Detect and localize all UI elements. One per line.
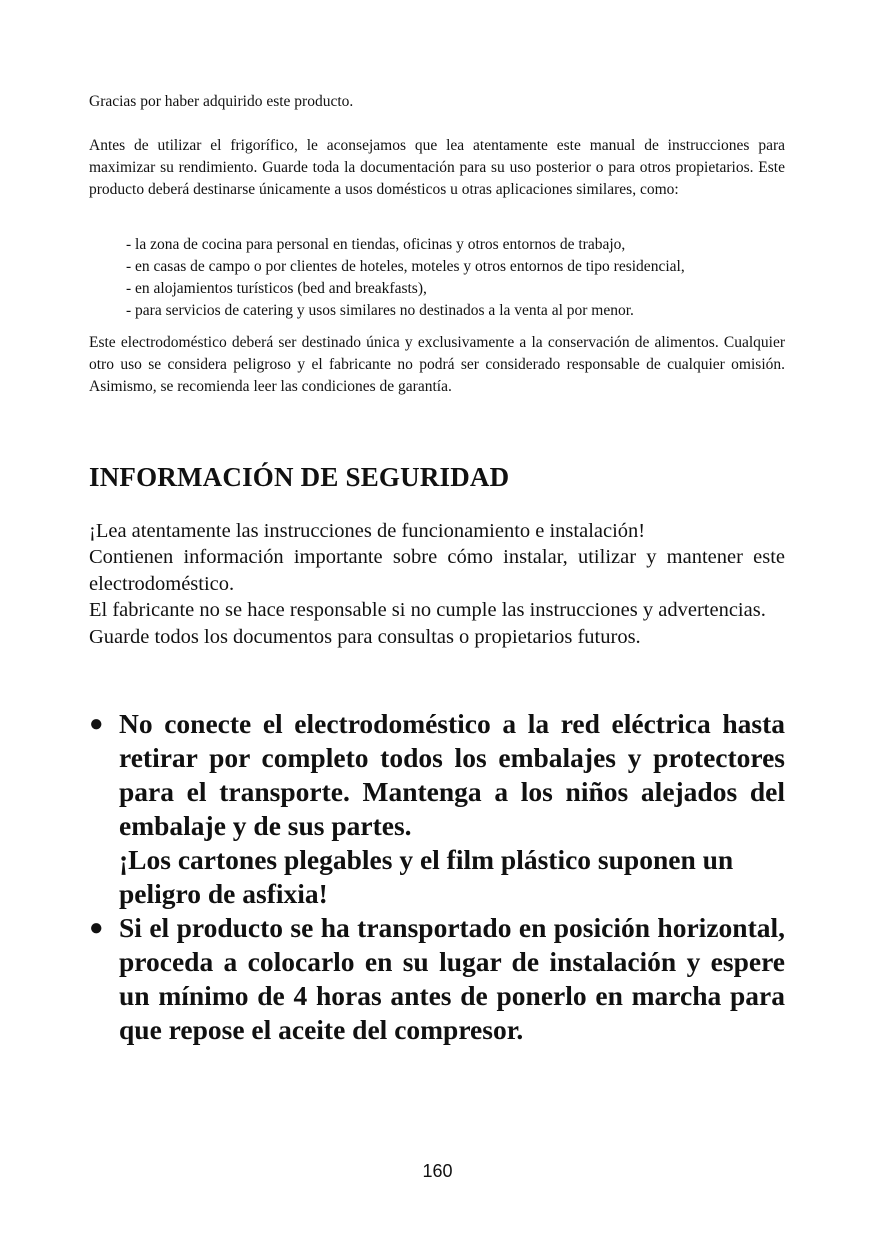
list-item: - en alojamientos turísticos (bed and breakfasts), bbox=[126, 280, 427, 297]
bullet-icon: ● bbox=[89, 711, 104, 737]
intro-thanks-text: Gracias por haber adquirido este producto. bbox=[89, 93, 354, 110]
safety-bullet-text: Si el producto se ha transportado en posición horizontal, proceda a colocarlo en su lugar de instalación y espere un mínimo de 4 horas antes de ponerlo en marcha para que repose el aceite del compresor. bbox=[119, 912, 785, 1045]
safety-bullet-item bbox=[89, 911, 785, 1047]
safety-bullet-item bbox=[89, 707, 785, 911]
safety-intro-line: ¡Lea atentamente las instrucciones de funcionamiento e instalación! bbox=[89, 520, 646, 542]
page-number: 160 bbox=[422, 1161, 453, 1181]
list-item: - la zona de cocina para personal en tiendas, oficinas y otros entornos de trabajo, bbox=[126, 236, 626, 253]
usage-paragraph: Este electrodoméstico deberá ser destinado única y exclusivamente a la conservación de alimentos. Cualquier otro uso se considera peligroso y el fabricante no podrá ser considerado responsable de cualquier omisión. Asimismo, se recomienda leer las condiciones de garantía. bbox=[89, 334, 785, 395]
section-title: INFORMACIÓN DE SEGURIDAD bbox=[89, 462, 510, 492]
safety-bullet-warning: ¡Los cartones plegables y el film plástico suponen un peligro de asfixia! bbox=[119, 844, 734, 909]
safety-intro bbox=[89, 518, 785, 650]
safety-bullet-text: No conecte el electrodoméstico a la red eléctrica hasta retirar por completo todos los embalajes y protectores para el transporte. Mantenga a los niños alejados del embalaje y de sus partes. bbox=[119, 708, 785, 841]
safety-intro-line: Contienen información importante sobre cómo instalar, utilizar y mantener este electrodoméstico. bbox=[89, 546, 785, 595]
list-item: - para servicios de catering y usos similares no destinados a la venta al por menor. bbox=[126, 302, 634, 319]
safety-intro-line: Guarde todos los documentos para consultas o propietarios futuros. bbox=[89, 625, 641, 648]
safety-bullet-list bbox=[89, 707, 785, 1047]
uses-list bbox=[126, 234, 786, 322]
bullet-icon: ● bbox=[89, 915, 104, 941]
list-item: - en casas de campo o por clientes de hoteles, moteles y otros entornos de tipo residencial, bbox=[126, 258, 685, 275]
intro-paragraph: Antes de utilizar el frigorífico, le aconsejamos que lea atentamente este manual de instrucciones para maximizar su rendimiento. Guarde toda la documentación para su uso posterior o para otros propietarios. Este producto deberá destinarse únicamente a usos domésticos u otras aplicaciones similares, como: bbox=[89, 137, 785, 198]
safety-intro-line: El fabricante no se hace responsable si no cumple las instrucciones y advertencias. bbox=[89, 599, 766, 622]
